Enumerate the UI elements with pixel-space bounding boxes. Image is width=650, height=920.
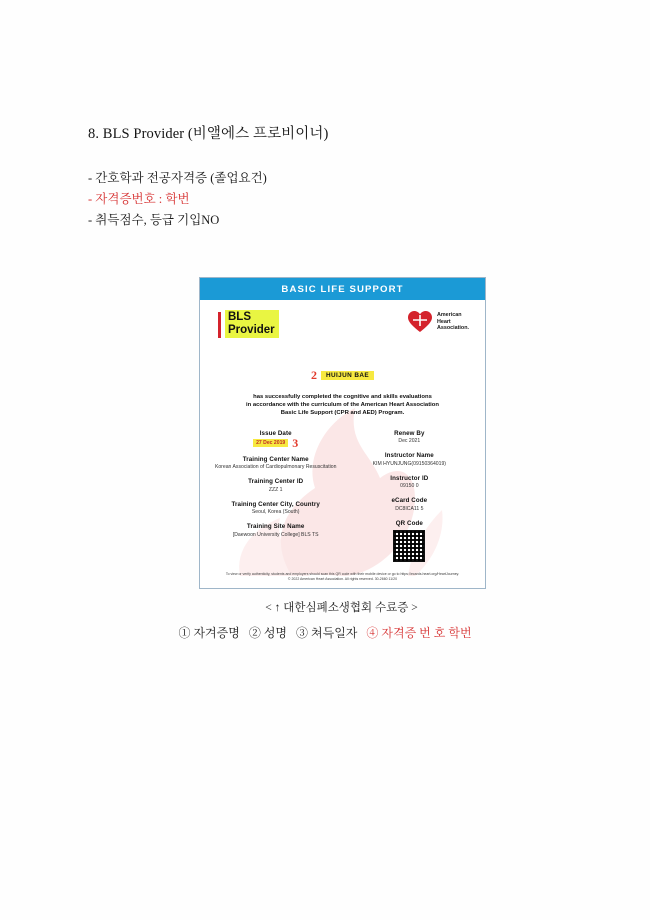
certificate-footnote (210, 572, 475, 582)
field-label: Training Center City, Country (231, 500, 320, 508)
aha-line3: Association. (436, 325, 469, 332)
bls-provider-logo (214, 310, 279, 338)
statement-line-1: has successfully completed the cognitive and skills evaluations (253, 394, 432, 400)
certificate-card (199, 277, 486, 589)
field-label: Issue Date (259, 429, 292, 437)
field-value: Korean Association of Cardiopulmonary Resuscitation (214, 464, 337, 471)
legend-item-1: ① 자겨증명 (178, 626, 240, 640)
field-label: Training Center Name (242, 455, 309, 463)
legend-item-4: ④ 자격증 번 호 학번 (366, 626, 472, 640)
aha-line1: American (436, 312, 462, 319)
field-instructor-name (348, 452, 471, 468)
certificate-figure (199, 277, 484, 615)
legend-item-3: ③ 쳐득일자 (296, 626, 358, 640)
field-value: ZZZ 1 (268, 486, 283, 493)
list-item: - 자격증번호 : 학번 (88, 192, 190, 206)
field-training-center-id (214, 478, 337, 494)
page-title: 8. BLS Provider (비앨에스 프로비이너) (88, 126, 329, 142)
aha-line2: Heart (436, 318, 451, 325)
field-instructor-id (348, 475, 471, 491)
annotation-marker-2: 2 (310, 368, 317, 382)
field-value: 09150 0 (400, 483, 419, 490)
document-text-block (88, 122, 568, 232)
certificate-right-column (348, 430, 471, 569)
field-label: eCard Code (391, 497, 428, 505)
certificate-header-row (214, 310, 471, 356)
field-value: Seoul, Korea (South) (251, 509, 300, 516)
field-training-site-name (214, 523, 337, 539)
certificate-left-column (214, 430, 337, 569)
red-bar-icon (218, 312, 221, 338)
list-item: - 취득점수, 등급 기입NO (88, 213, 220, 227)
field-label: Instructor Name (384, 452, 434, 460)
field-label: Instructor ID (390, 474, 429, 482)
field-label: QR Code (395, 519, 423, 527)
bls-logo-text (225, 310, 279, 338)
field-label: Renew By (394, 429, 425, 437)
certificate-band-title: BASIC LIFE SUPPORT (200, 278, 485, 300)
figure-caption: < ↑ 대한심폐소생협회 수료증 > (265, 602, 418, 614)
footnote-line-1: To view or verify authenticity, students and employers should scan this QR code with their mobile device or go to https://ecards.heart.org/HeartJourney. (225, 572, 460, 576)
field-value: Dec 2021 (398, 438, 421, 445)
field-issue-date (214, 430, 337, 449)
statement-line-3: Basic Life Support (CPR and AED) Program. (280, 410, 405, 417)
bls-logo-line1: BLS (228, 311, 251, 323)
footnote-line-2: © 2022 American Heart Association. All rights reserved. 30-2660 11/20 (287, 577, 398, 581)
statement-line-2: in accordance with the curriculum of the American Heart Association (245, 402, 440, 409)
issue-date-row (214, 437, 337, 449)
field-label: Training Center ID (248, 478, 304, 486)
legend-item-2: ② 성명 (248, 626, 288, 640)
list-item: - 간호학과 전공자격증 (졸업요건) (88, 171, 267, 185)
field-value: 27 Dec 2019 (253, 439, 288, 447)
field-label: Training Site Name (246, 523, 305, 531)
qr-code-icon (393, 530, 425, 562)
legend-row (0, 624, 650, 641)
field-ecard-code (348, 497, 471, 513)
completion-statement (214, 393, 471, 418)
certificate-field-columns (214, 430, 471, 569)
bls-logo-line2: Provider (228, 323, 275, 336)
field-training-center-city-country (214, 501, 337, 517)
aha-logo-text (437, 312, 469, 331)
bullet-list (88, 169, 568, 230)
field-value: DC8ICA11 5 (395, 505, 424, 512)
holder-name: HUIJUN BAE (321, 371, 374, 380)
holder-name-row (214, 368, 471, 382)
field-renew-by (348, 430, 471, 446)
aha-logo (407, 310, 471, 334)
certificate-body (200, 300, 485, 575)
heart-icon (407, 310, 433, 334)
annotation-marker-3: 3 (292, 435, 299, 450)
field-value: [Daewoon University College] BLS TS (232, 531, 319, 538)
field-qr-code (348, 520, 471, 562)
field-training-center-name (214, 456, 337, 472)
field-value: KIM HYUNJUNG(09150364019) (372, 460, 446, 467)
